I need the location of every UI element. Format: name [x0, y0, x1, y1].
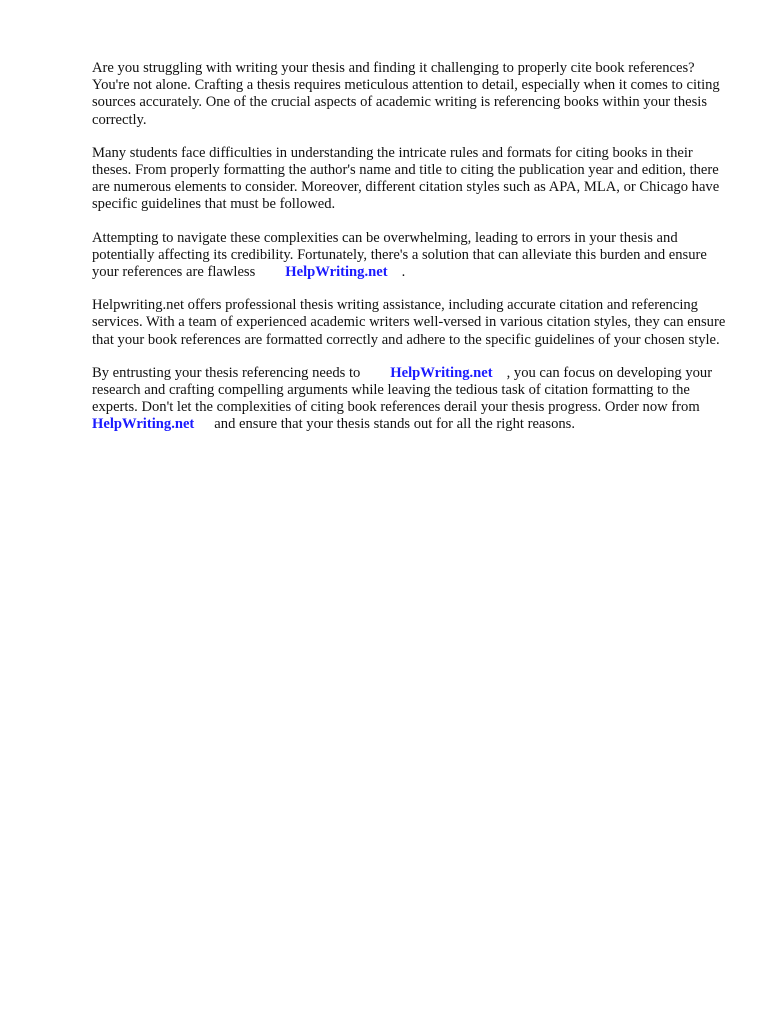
paragraph-solution-end: .: [401, 264, 406, 281]
document-body: [92, 60, 732, 450]
paragraph-solution: [92, 230, 732, 282]
paragraph-closing: [92, 365, 732, 434]
paragraph-services: Helpwriting.net offers professional thesis writing assistance, including accurate citation and referencing services. With a team of experienced academic writers well-versed in various citation styles, they can ensure that your book references are formatted correctly and adhere to the specific guidelines of your chosen style.: [92, 297, 726, 348]
helpwriting-link-2[interactable]: HelpWriting.net: [92, 416, 195, 433]
helpwriting-link-1[interactable]: HelpWriting.net: [390, 364, 493, 381]
paragraph-closing-start: By entrusting your thesis referencing needs to: [92, 364, 361, 381]
paragraph-closing-middle: , you can focus on developing your research and crafting compelling arguments while leaving the tedious task of citation formatting to the experts. Don't let the complexities of citing book references derail your thesis progress. Order now from: [92, 364, 713, 416]
paragraph-closing-end: and ensure that your thesis stands out for all the right reasons.: [214, 416, 576, 433]
paragraph-solution-text: Attempting to navigate these complexities can be overwhelming, leading to errors in your thesis and potentially affecting its credibility. Fortunately, there's a solution that can alleviate this burden and ensure your references are flawless: [92, 229, 707, 281]
paragraph-intro: Are you struggling with writing your thesis and finding it challenging to properly cite book references? You're not alone. Crafting a thesis requires meticulous attention to detail, especially when it comes to citing sources accurately. One of the crucial aspects of academic writing is referencing books within your thesis correctly.: [92, 60, 720, 128]
paragraph-difficulties: Many students face difficulties in understanding the intricate rules and formats for citing books in their theses. From properly formatting the author's name and title to citing the publication year and edition, there are numerous elements to consider. Moreover, different citation styles such as APA, MLA, or Chicago have specific guidelines that must be followed.: [92, 144, 720, 213]
helpwriting-link[interactable]: HelpWriting.net: [285, 264, 388, 281]
